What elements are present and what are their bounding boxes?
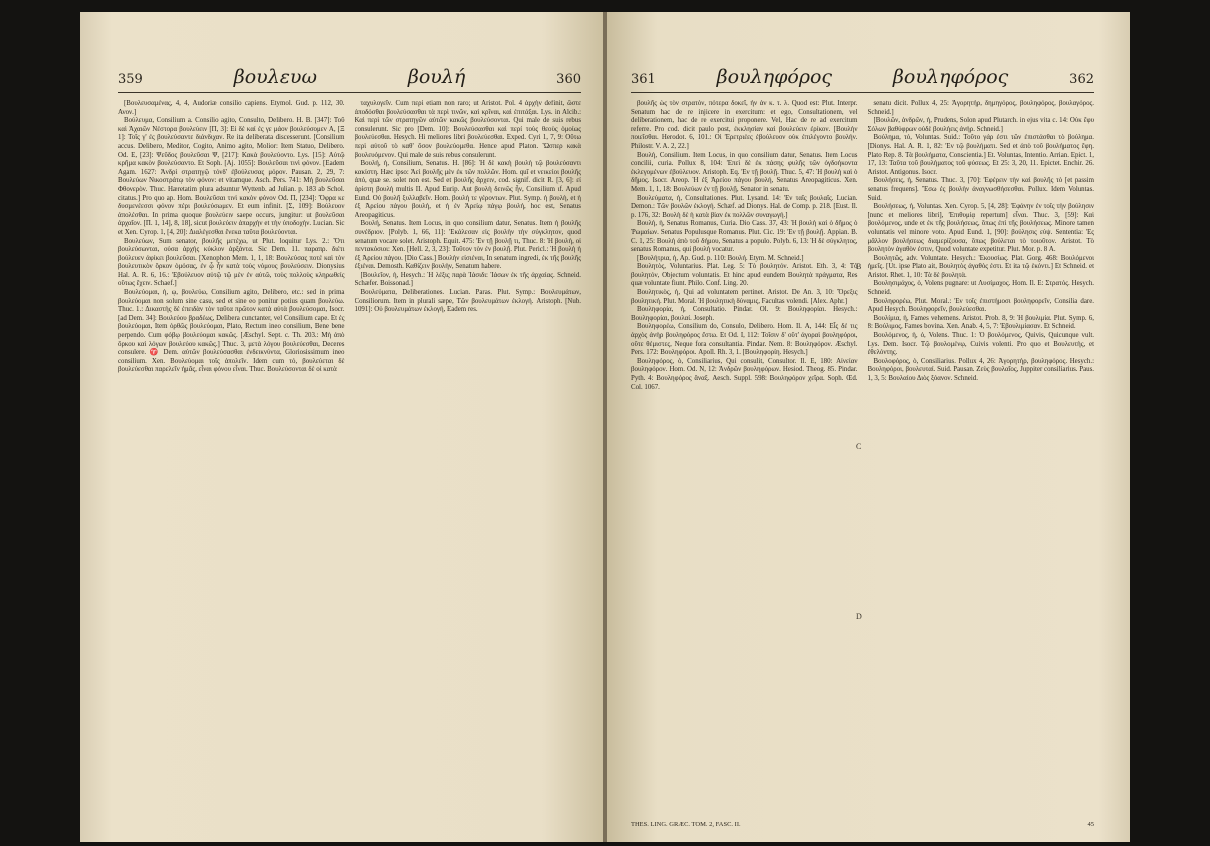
paragraph: Βουλή, ἡ, Senatus Romanus, Curia. Dio Cass. 37, 43: Ἡ βουλὴ καὶ ὁ δῆμος ὁ Ῥωμαίων. Senatus Populusque Romanus. Plut. Cic. 19: Ἐν τῇ βουλῇ. Appian. B. C. 1, 25: Βουλὴ ἀπὸ τοῦ δήμου, Senatus a populo. Polyb. 6, 13: Ἡ δὲ σύγκλητος, senatus Romanus, qui βουλὴ vocatur.: [631, 220, 858, 254]
right-page: [605, 12, 1130, 842]
paragraph: Βουλή, Senatus. Item Locus, in quo consilium datur, Senatus. Item ἡ βουλῆς συνέδριον. [Polyb. 1, 66, 11]: Ἐκάλεσαν εἰς βουλὴν τὴν σύγκλητον, quod senatum vocare solet. Aristoph. Equit. 475: Ἐν τῇ βουλῇ τι, Thuc. 8: Ἡ βουλὴ, οἱ πεντακόσιοι: Xen. [Hell. 2, 3, 23]: Τοῦτον τὸν ἐν βουλῇ. Plut. Pericl.: Ἡ βουλὴ ἡ ἐξ Ἀρείου πάγου. [Dio Cass.] Βουλὴν εἰσιέναι, In senatum ingredi, ἐκ τῆς βουλῆς ἐξιέναι. Demosth. Καθίζειν βουλὴν, Senatum habere.: [354, 220, 581, 271]
paragraph: Βουλεύων, Sum senator, βουλῆς μετέχω, ut Plut. loquitur Lys. 2.: Ὅτι βουλεύσωνται, οὐσα ἀρχής κύκλον ἀρξάντα. Sic Dem. 11. παραπρ. διέτι βούλευεν ἀφίκει βουλεῦσαι. [Xenophon Mem. 1, 1, 18: Βουλεύσας ποτέ καὶ τὸν βουλευτικὸν ὅρκον ὁμόσας, ἐν ᾧ ἦν κατὰ τοὺς νόμους βουλεύσειν. Dionysius Hal. A. R. 6, 16.: Ἐβούλευον αὐτῷ τῷ μὲν ἐν αὐτῶ, τοὺς πολλοὺς κληρωθείς οὕτως ἔχειν. Schaef.]: [118, 237, 345, 288]
headword: βουληφόρος: [716, 66, 833, 88]
paragraph: Βουλεύματα, Deliberationes. Lucian. Paras. Plut. Symp.: Βουλευμάτων, Consiliorum. Item in plurali sæpe, Τῶν βουλευμάτων ἐκλογή. Aristoph. [Nub. 1091]: Οὐ βουλευμάτων ἐκλογή, Eadem res.: [354, 289, 581, 314]
text-column: [118, 100, 345, 832]
page-footer: [631, 821, 1094, 828]
paragraph: Βουλητῶς, adv. Voluntate. Hesych.: Ἑκουσίως. Plat. Gorg. 468: Βουλόμενοι ἡμεῖς. [Ut. ipse Plato ait, Βουλητὸς ἀγαθὸς ἐστι. Et ita τῷ ἑκόντι.] Et Schneid. et Aristot. Rhet. 1, 10: Τὰ δὲ βουλητὰ.: [867, 254, 1094, 279]
paragraph: Βουλόμενος, ἡ, ὁ, Volens. Thuc. 1: Ὁ βουλόμενος, Quivis, Quicunque vult. Lys. Dem. Isocr. Τῷ βουλομένῳ, Cuivis volenti. Pro quo et Βουλευτὴς, et ἐθελόντης.: [867, 332, 1094, 357]
text-column: [631, 100, 858, 832]
paragraph: Βούλευμα, Consilium a. Consilio agito, Consulto, Delibero. H. B. [347]: Τοῦ καὶ Ἀχαιῶν Νέστορα βουλεύειν [Π, 3]: Εἰ δὲ καί ἐς γε μάον βουλεύσομεν A, [Ξ 1]: Τοῖς γ' ἐς βουλεύσαντε διάνδιχαν. Re ita deliberata discesserunt. [Consilium accus. Delibero, Meditor, Cogito, Animo agito, Molior: Item Statuo, Delibero. Od. Ε, [23]: Ψεῦδος βουλεῦσαι Ψ, [217]: Κακὰ βουλεύοντο. Lys. [15]: Αὐτῷ κρῆμα κακὸν βουλεύσαντο. Et Soph. [Aj. 1055]: Βουλεῦσαι τινὶ φόνον. [Eadem Agam. 1627: Ἀνδρὶ στρατηγῷ τόνδ' ἐβούλευσας μόρον. Pausan. 2, 29, 7: Βουλεύων Νικοστράτῳ τὸν φόνον: et vitamque. Asch. Pers. 741: Μή βουλεῦσαι Φθονερὸν. Thuc. Hæretatim plura adsuntur Wyttenb. ad Julian. p. 183 ab Schol. citatus.] Pro quo ap. Hom. Βουλεῦσαι τινὶ κακὸν φόνον Od. Π, [234]: Ὄφρα κε δυσμενέεσσι φόνον πέρι βουλεύσωμεν. Et eum infinit. [Σ, 109]: Βούλευον ἀπολέσθαι. In prima quoque βουλεύειν saepe occurs, jungitur: ut βουλεῦσαι ἀρχαῖον. [Π. 1, 14], 8, 18], sicut βουλεύειν ἀπαρχὴν et τὴν ὑποδοχὴν. Lucian. Sic et Xen. Cyrop. 1, [4, 20]: Διαλέγεσθαι ἕνεκα ταῦτα βουλεύονται.: [118, 117, 345, 236]
margin-section-letter: B: [856, 262, 862, 271]
paragraph: [Βουλεῖον, ἡ, Hesych.: Ἡ λέξις παρὰ Ἰάσιδι: Ἰάσων ἐκ τῆς ἀρχαίας. Schneid. Schæfer. Boissonad.]: [354, 271, 581, 288]
text-column: [355, 100, 582, 832]
paragraph: βουλῆς ὡς τὸν στρατὸν, πότερα δοκεῖ, ἦν ἀν κ. τ. λ. Quod est: Plut. Interpr. Senatum hac de re injicere in exercitum: et ego, Consultationem, vel deliberationem, hac de re exercitui proponere. Vel, Hac de re ad exercitum referre. Pro cod. dicit paulo post, ἐκκλησίαν καὶ βουλεύειν ἐρίκον. [Βουλὴν ποιεῖσθαι. Herodot. 6, 101.: Οἱ Ἐρετριέες ἐβούλευον οὐκ ἐπιλέγοντο βουλήν. Philostr. V. A. 2, 22.]: [631, 100, 858, 150]
left-running-head: [118, 66, 581, 93]
text-column: [868, 100, 1095, 832]
page-number: 359: [118, 72, 143, 87]
headword: βουληφόρος: [892, 66, 1009, 88]
page-number: 361: [631, 72, 656, 87]
paragraph: Βουλή, ἡ, Consilium, Senatus. H. [86]: Ἡ δὲ κακὴ βουλὴ τῷ βουλεύσαντι κακίστη. Hæc ipso: Ἀεὶ βουλῆς μὲν ἐκ τῶν πολλῶν. Hom. quī et νεικείοι βουλῆς ἀπό, quæ se. solet non est. Sed et βουλῆς ἄρχειν, cod. signif. dicit R. [3, 6]: εἰ ἀρίστη βουλὴ multis II. Apud Eurip. Aut βουλὴ δεινῶς ἦν, Consilium ιf. Apud Eund. Οὐ βουλῆ ξυλλαβεῖν. Hom. βουλὴ τε γέροντων. Plut. Symp. ἡ βουλὴ, et ἡ ἐξ Ἀρείου πάγου βουλὴ, et ἡ ἐν Ἀρείῳ πάγῳ βουλή, hoc est, Senatus Areopagiticus.: [354, 160, 581, 219]
right-running-head: [631, 66, 1094, 93]
paragraph: Βουλητὸς, Voluntarius. Plat. Leg. 5: Τὸ βουλητόν. Aristot. Eth. 3, 4: Τὸ βουλητόν, Objectum voluntatis. Et hinc apud eundem Βουλητὰ πράγματα, Res quæ voluntate fiunt. Philo. Conf. Ling. 20.: [631, 263, 858, 288]
right-page-columns: [631, 100, 1094, 832]
paragraph: Βουληφορέω, Consilium do, Consulo, Delibero. Hom. Il. Α, 144: Εἷς δέ τις ἀρχὸς ἀνὴρ βουληφόρος ἔστω. Et Od. Ι, 112: Τοῖσιν δ' οὔτ' ἀγοραὶ βουληφόροι, οὔτε θέμιστες, Neque fora consultantia. Pindar. Nem. 8: Βουληφόρον. Æschyl. Pers. 172: Βουληφόροι. Apoll. Rh. 3, 1. [Βουληφορίη. Hesych.]: [631, 323, 858, 357]
paragraph: ταχυλογεῖν. Cum περί etiam non raro; ut Aristot. Pol. 4 ἀρχὴν definit, ὥστε ἀποδόσθαι βουλεύσασθαι τὰ περὶ τινῶν, καὶ κρῖναι, καὶ ἐπιτάξαι. Lys. in Alcib.: Καὶ περὶ τῶν στρατηγῶν αὐτῶν κακῶς βουλεύσονται. Qui male de suis rebus consulerunt. Sic pro [Dem. 10]: Βουλεύσασθαι καὶ περί τοὺς θεοὺς ὁμοίως βουλεύεσθαι. Hesych. Hi meliores libri βουλεύεσθαι. Exped. Cyri 1, 7, 9: Οὕτω περὶ αὐτοῦ τὸ καθ' ὅσον βουλεύομεθα. Hence apud Platon. Ὥσπερ κακὰ βουλευόμενον. Qui male de suis rebus consulerunt.: [354, 100, 581, 159]
left-page-columns: [118, 100, 581, 832]
paragraph: Βουλησιμάχος, ὁ, Volens pugnare: ut Λυσίμαχος. Hom. Il. Ε: Στρατός. Hesych. Schneid.: [867, 280, 1094, 297]
footer-imprint: THES. LING. GRÆC. TOM. 2, FASC. II.: [631, 821, 741, 828]
paragraph: Βουλήσεις, ἡ, Senatus. Thuc. 3, [70]: Ἐφέρειν τὴν καὶ βουλῆς τὸ [et passim senatus frequens]. Ἔσω ἐς βουλὴν ἀναγνωσθήσεσθαι. Pollux. Idem Voluntas. Suid.: [867, 177, 1094, 202]
paragraph: Βουληφόρος, ὁ, Consiliarius, Qui consulit, Consultor. Il. Ε, 180: Αἰνείαν βουληφόρον. Hom. Od. Ν, 12: Ἀνδρῶν βουληφόρων. Hesiod. Theog. 85. Pindar. Pyth. 4: Βουληφόρος ἄναξ. Aesch. Suppl. 598: Βουληφόρον χεῖρα. Soph. Œd. Col. 1067.: [631, 357, 858, 391]
paragraph: senatu dicit. Pollux 4, 25: Ἀγορητήρ, δημηγόρος, βουληφόρος, βουλαγόρος. Schneid.]: [867, 100, 1094, 116]
paragraph: Βουλητικὸς, ἡ, Qui ad voluntatem pertinet. Aristot. De An. 3, 10: Ὄρεξις βουλητική. Plut. Moral. Ἡ βουλητικὴ δύναμις, Facultas volendi. [Alex. Aphr.]: [631, 289, 858, 305]
headword: βουλευω: [233, 66, 317, 88]
paragraph: Βουληφορέω, Plut. Moral.: Ἐν τοῖς ἐπιστήμοσι βουληφορεῖν, Consilia dare. Apud Hesych. Βουληφορεῖν, βουλεύεσθαι.: [867, 297, 1094, 314]
paragraph: Βουλεύματα, ἡ, Consultationes. Plut. Lysand. 14: Ἐν ταῖς βουλαῖς. Lucian. Demon.: Τῶν βουλῶν ἐκλογή. Schæf. ad Dionys. Hal. de Comp. p. 218. [Eust. Il. p. 176, 32: Βουλὴ δὲ ἡ κατὰ βίαν ἐκ πολλῶν συναγωγή.]: [631, 194, 858, 219]
left-page: [80, 12, 605, 842]
paragraph: [Βουλήτρια, ἡ, Ap. Gud. p. 110: Βουλή. Etym. M. Schneid.]: [637, 254, 804, 262]
paragraph: Βουλή, Consilium. Item Locus, in quo consilium datur, Senatus. Item Locus concilii, curia. Pollux 8, 104: Ἐπεὶ δὲ ἐκ πάσης φυλῆς τῶν ὀγδοήκοντα ἐκλεγομένων ἐβούλευον. Aristoph. Eq. Ἐν τῇ βουλῇ. Thuc. 5, 47: Ἡ βουλὴ καὶ ὁ δῆμος. Isocr. Areop. Ἡ ἐξ Ἀρείου πάγου βουλή, Senatus Areopagiticus. Xen. Mem. 1, 1, 18: Βουλεύων ἐν τῇ βουλῇ, Senator in senatu.: [631, 151, 858, 193]
paragraph: Βουλίμια, ἡ, Fames vehemens. Aristot. Prob. 8, 9: Ἡ βουλιμία. Plut. Symp. 6, 8: Βούλιμος, Fames bovina. Xen. Anab. 4, 5, 7: Ἐβουλιμίασαν. Et Schneid.: [867, 314, 1094, 331]
paragraph: Βούλημα, τό, Voluntas. Suid.: Τοῦτο γάρ ἐστι τῶν ἐπιστάσθαι τὸ βούλημα. [Dionys. Hal. A. R. 1, 82: Ἐν τῷ βουλήματι. Sed et ἀπὸ τοῦ βουλήματος ἔφη. Plato Rep. 8. Τὰ βουλήματα, Conscientia.] Et. Voluntas, Intentio. Arrian. Epict. 1, 17, 13: Ταῦτα τοῦ βουλήματος τοῦ φύσεως. Et 25: 3, 20, 11. Epictet. Enchir. 26. Aristot. Antigonus. Isocr.: [867, 134, 1094, 176]
paragraph: Βουλεύομαι, ἡ, ῳ, βουλεύω, Consilium agito, Delibero, etc.: sed in prima βουλεύομαι non solum sine casu, sed et sine eo ponitur potius quam βουλεύω. Thuc. 1.: Δικαστὴς δὲ ἐπειδὰν τὸν ταῦτα πρῶτον κατὰ αὐτὰ βουλεύσομαι, Isocr. [ad Dem. 34]: Βουλεύου βραδέως, Delibera cunctanter, vel Consilium cape. Et ἐς βουλεύομαι, Item ὀρθῶς βουλεύομαι, Plato, Rectum ineo consilium, Bene bene perpendo. Cum φόβῳ βουλεύομαι κακῶς. [Æschyl. Sept. c. Th. 203.: Μὴ ἀπὸ ὅρκου καὶ λόγων βουλεύου κακῶς.] Thuc. 3, μετὰ λόγου βουλεύεσθαι, Deceres consulere. ♈ Dem. αὐτῶν βουλεύσασθαι ἐνδεικνύντα, Gloriosissimum ineo consilium. Xen. Βουλεύομαι τοῖς ἀπολεῖν. Idem cum τό, βουλεύεται δὲ βουλεύεσθαι παρελεῖν ἡμᾶς, εἶναι φόνου εἶναι. Thuc. Βουλεύσονται δὲ οἱ κατὰ: [118, 289, 345, 374]
paragraph: Βουληφορία, ἡ, Consultatio. Pindar. Ol. 9: Βουληφορίαι. Hesych.: Βουληφορίαι, βουλαί. Joseph.: [631, 306, 858, 322]
signature-mark: 45: [1087, 821, 1094, 828]
paragraph: Βουλήσεως, ἡ, Voluntas. Xen. Cyrop. 5, [4, 28]: Ἐφάνην ἐν τοῖς τὴν βούλησιν [nunc et meliores libri], Ἐπιθυμίᾳ repertum] εἶναι. Thuc. 3, [59]: Καὶ βουλόμενος, unde et ἐκ τῆς βουλήσεως, ὅπως ἐπὶ τῆς βουλήσεως. Minore tamen voluntatis vel minore voto. Apud Eund. 1, [90]: βούλησις εὐψ. Sententia: Ἐς μᾶλλον βουλήσεως διαμερίζουσα, ὅπως βούλεται τὸ τοιοῦτον. Aristot. Τὸ βουλητὸν ἀγαθὸν ἐστιν, Quod voluntate expetitur. Plut. Mor. p. 8 Α.: [867, 203, 1094, 254]
paragraph: [Βουλῶν, ἀνδρῶν, ἡ, Prudens, Solon apud Plutarch. in ejus vita c. 14: Οὐκ ἔφυ Σόλων βαθύφρων οὐδὲ βουλήεις ἀνήρ. Schneid.]: [867, 117, 1094, 133]
paragraph: Βουλοφόρος, ὁ, Consiliarius. Pollux 4, 26: Ἀγορητήρ, βουληφόρος. Hesych.: Βουληφόροι, βουλευταί. Suid. Pausan. Ζεὺς βουλαῖος, Juppiter consiliarius. Paus. 1, 3, 5: Βουλαίου Διὸς ξόανον. Schneid.: [867, 357, 1094, 382]
book-spread: [80, 12, 1130, 842]
headword: βουλή: [407, 66, 466, 88]
margin-section-letter: C: [856, 442, 862, 451]
page-number: 360: [556, 72, 581, 87]
paragraph: [Βουλευσαμένας, 4, 4, Audoriæ consilio capiens. Etymol. Gud. p. 112, 30. Ανον.]: [118, 100, 345, 116]
margin-section-letter: D: [856, 612, 862, 621]
book-gutter: [603, 12, 607, 842]
page-number: 362: [1069, 72, 1094, 87]
